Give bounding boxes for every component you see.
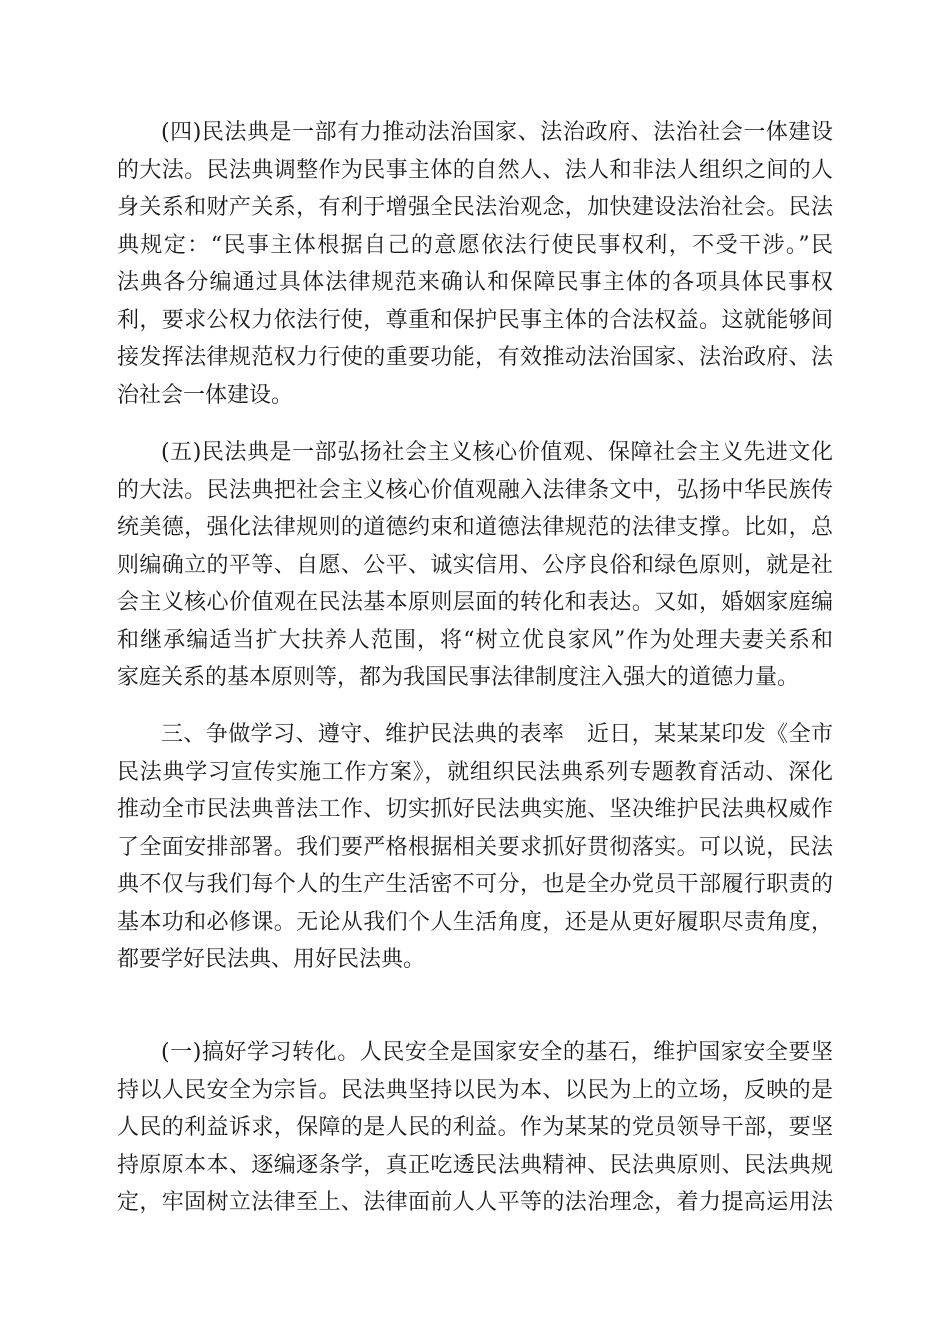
paragraph-line: 定，牢固树立法律至上、法律面前人人平等的法治理念，着力提高运用法 xyxy=(117,1190,833,1215)
paragraph-line: 持原原本本、逐编逐条学，真正吃透民法典精神、民法典原则、民法典规 xyxy=(117,1152,833,1178)
paragraph-civil-code-rule-of-law xyxy=(117,114,833,414)
paragraph-line: (一)搞好学习转化。人民安全是国家安全的基石，维护国家安全要坚 xyxy=(161,1040,833,1065)
paragraph-civil-code-core-values xyxy=(117,434,833,697)
paragraph-line: 基本功和必修课。无论从我们个人生活角度，还是从更好履职尽责角度， xyxy=(117,909,833,935)
paragraph-line: 法典各分编通过具体法律规范来确认和保障民事主体的各项具体民事权 xyxy=(117,270,833,295)
paragraph-line: 家庭关系的基本原则等，都为我国民事法律制度注入强大的道德力量。 xyxy=(117,665,800,690)
paragraph-line: 典规定：“民事主体根据自己的意愿依法行使民事权利，不受干涉。”民 xyxy=(117,232,833,258)
paragraph-line: 的大法。民法典把社会主义核心价值观融入法律条文中，弘扬中华民族传 xyxy=(117,477,833,503)
paragraph-section-three xyxy=(117,716,833,979)
paragraph-line: 三、争做学习、遵守、维护民法典的表率 近日，某某某印发《全市 xyxy=(161,722,833,747)
paragraph-line: (五)民法典是一部弘扬社会主义核心价值观、保障社会主义先进文化 xyxy=(161,440,833,465)
paragraph-line: 则编确立的平等、自愿、公平、诚实信用、公序良俗和绿色原则，就是社 xyxy=(117,552,833,578)
paragraph-study-transformation xyxy=(117,1034,833,1222)
paragraph-line: 都要学好民法典、用好民法典。 xyxy=(117,947,426,972)
paragraph-line: 推动全市民法典普法工作、切实抓好民法典实施、坚决维护民法典权威作 xyxy=(117,797,833,822)
paragraph-line: 持以人民安全为宗旨。民法典坚持以民为本、以民为上的立场，反映的是 xyxy=(117,1077,833,1103)
paragraph-line: 了全面安排部署。我们要严格根据相关要求抓好贯彻落实。可以说，民法 xyxy=(117,834,833,860)
paragraph-line: 身关系和财产关系，有利于增强全民法治观念，加快建设法治社会。民法 xyxy=(117,195,833,220)
paragraph-line: (四)民法典是一部有力推动法治国家、法治政府、法治社会一体建设 xyxy=(161,120,833,145)
paragraph-line: 会主义核心价值观在民法基本原则层面的转化和表达。又如，婚姻家庭编 xyxy=(117,590,833,615)
paragraph-line: 民法典学习宣传实施工作方案》，就组织民法典系列专题教育活动、深化 xyxy=(117,759,833,785)
paragraph-line: 治社会一体建设。 xyxy=(117,382,294,408)
paragraph-line: 人民的利益诉求，保障的是人民的利益。作为某某的党员领导干部，要坚 xyxy=(117,1115,833,1140)
paragraph-line: 的大法。民法典调整作为民事主体的自然人、法人和非法人组织之间的人 xyxy=(117,157,833,183)
paragraph-line: 利，要求公权力依法行使，尊重和保护民事主体的合法权益。这就能够间 xyxy=(117,307,833,333)
paragraph-line: 统美德，强化法律规则的道德约束和道德法律规范的法律支撑。比如，总 xyxy=(117,515,833,540)
paragraph-line: 和继承编适当扩大扶养人范围，将“树立优良家风”作为处理夫妻关系和 xyxy=(117,627,833,653)
paragraph-line: 接发挥法律规范权力行使的重要功能，有效推动法治国家、法治政府、法 xyxy=(117,345,833,370)
paragraph-line: 典不仅与我们每个人的生产生活密不可分，也是全办党员干部履行职责的 xyxy=(117,872,833,897)
